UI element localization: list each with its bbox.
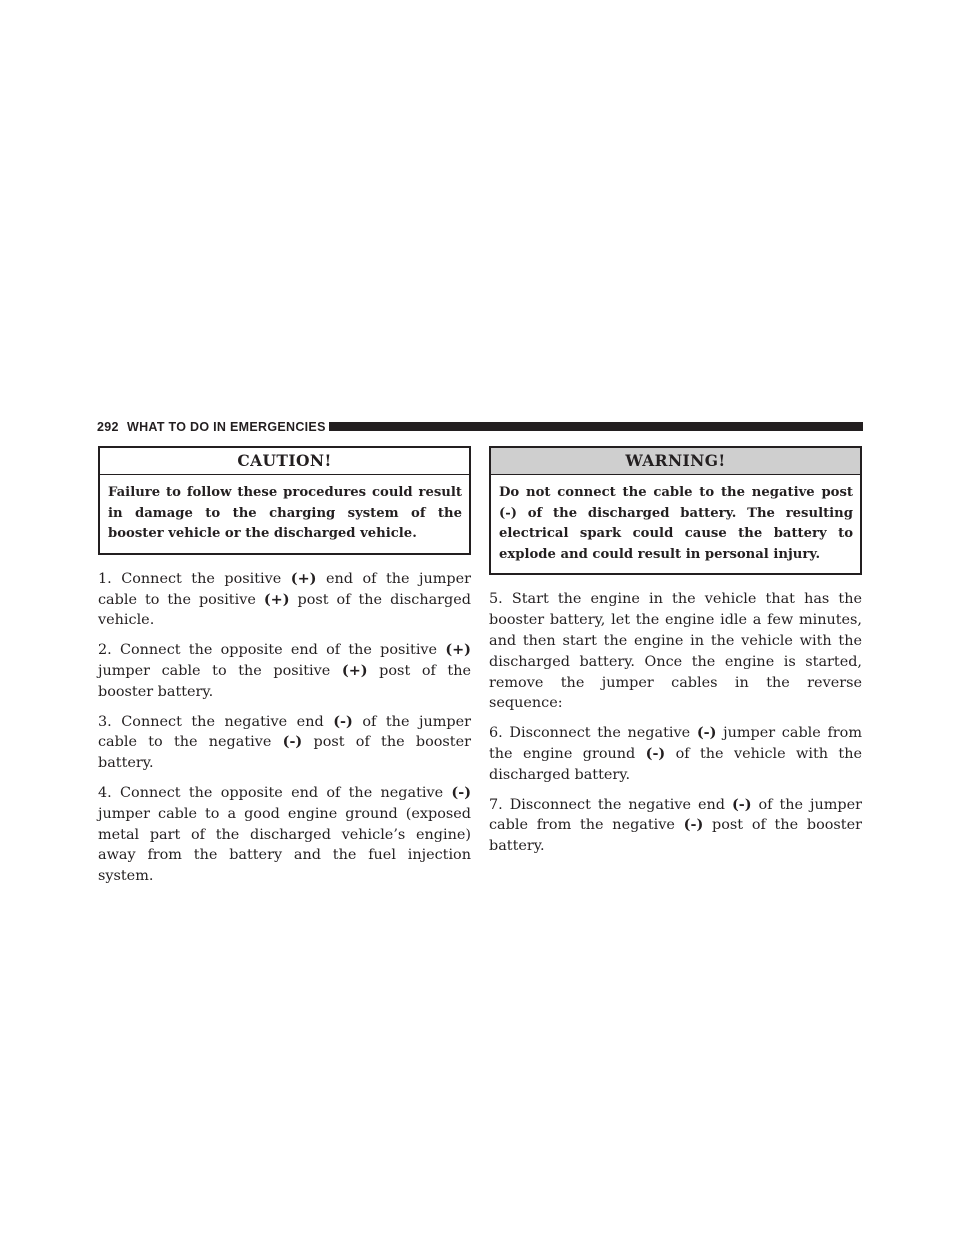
right-column <box>489 446 862 866</box>
warning-title: WARNING! <box>491 448 860 475</box>
caution-text: Failure to follow these procedures could result in damage to the charging system of the booster vehicle or the discharged vehicle. <box>108 485 462 542</box>
page-header <box>97 418 863 436</box>
warning-text: Do not connect the cable to the negative post (-) of the discharged battery. The resulting electrical spark could cause the battery to explode and could result in personal injury. <box>499 485 853 562</box>
step-5: 5. Start the engine in the vehicle that has the booster battery, let the engine idle a few minutes, and then start the engine in the vehicle with the discharged battery. Once the engine is started, remove the jumper cables in the reverse sequence: <box>489 591 862 712</box>
step-1: 1. Connect the positive (+) end of the jumper cable to the positive (+) post of the discharged vehicle. <box>98 569 471 629</box>
caution-box <box>98 446 471 555</box>
step-2: 2. Connect the opposite end of the positive (+) jumper cable to the positive (+) post of the booster battery. <box>98 641 471 700</box>
step-4: 4. Connect the opposite end of the negative (-) jumper cable to a good engine ground (exposed metal part of the discharged vehicle’s engine) away from the battery and the fuel injection system. <box>98 783 471 885</box>
left-column <box>98 446 471 896</box>
page-number: 292 <box>97 420 119 434</box>
step-3: 3. Connect the negative end (-) of the jumper cable to the negative (-) post of the booster battery. <box>98 712 472 772</box>
header-rule <box>329 422 863 431</box>
step-6: 6. Disconnect the negative (-) jumper cable from the engine ground (-) of the vehicle with the discharged battery. <box>489 724 862 783</box>
section-title: WHAT TO DO IN EMERGENCIES <box>127 420 326 434</box>
warning-box <box>489 446 862 575</box>
caution-title: CAUTION! <box>100 448 469 475</box>
step-7: 7. Disconnect the negative end (-) of the jumper cable from the negative (-) post of the booster battery. <box>489 795 863 855</box>
